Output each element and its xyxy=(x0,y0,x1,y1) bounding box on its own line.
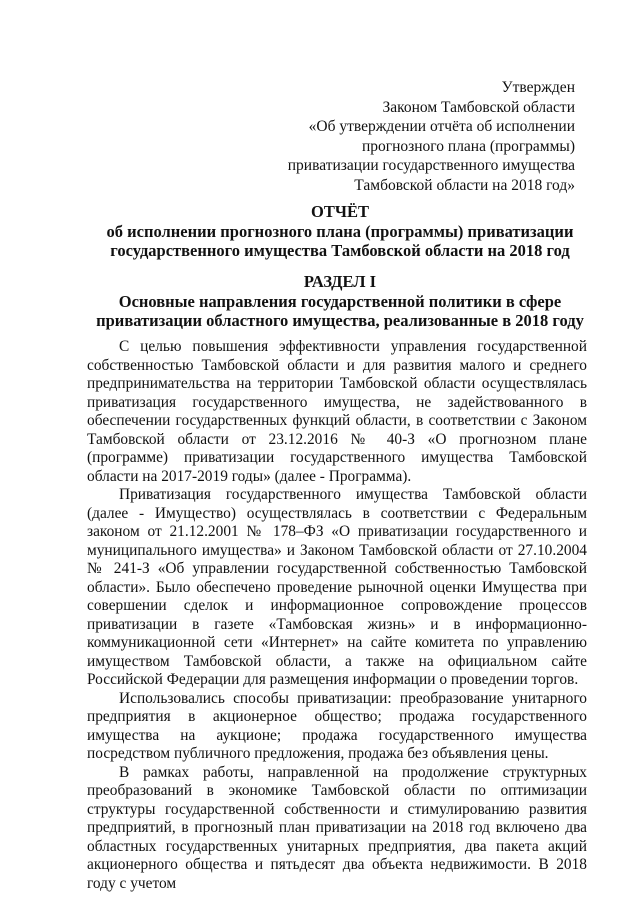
approval-block xyxy=(250,78,575,196)
approval-line: приватизации государственного имущества xyxy=(287,157,575,175)
paragraph: Использовались способы приватизации: преобразование унитарного предприятия в акционерное общество; продажа государственного имущества на аукционе; продажа государственного имущества посредством публичного предложения, продажа без объявления цены. xyxy=(87,689,587,762)
approval-line: Законом Тамбовской области xyxy=(382,98,575,116)
approval-line: Тамбовской области на 2018 год» xyxy=(354,176,575,194)
approval-line: «Об утверждении отчёта об исполнении xyxy=(308,118,575,136)
paragraph: С целью повышения эффективности управления государственной собственностью Тамбовской области и для развития малого и среднего предпринимательства на территории Тамбовской области осуществлялась приватизация государственного имущества, не задействованного в обеспечении государственных функций области, в соответствии с Законом Тамбовской области от 23.12.2016 № 40-З «О прогнозном плане (программе) приватизации государственного имущества Тамбовской области на 2017-2019 годы» (далее - Программа). xyxy=(87,338,587,485)
report-subtitle-line: государственного имущества Тамбовской области на 2018 год xyxy=(110,241,570,260)
body-text xyxy=(87,338,587,893)
paragraph: В рамках работы, направленной на продолжение структурных преобразований в экономике Тамбовской области по оптимизации структуры государственной собственности и стимулированию развития предприятий, в прогнозный план приватизации на 2018 год включено два областных государственных унитарных предприятия, два пакета акций акционерного общества и пятьдесят два объекта недвижимости. В 2018 году с учетом xyxy=(87,763,587,892)
report-subtitle-line: об исполнении прогнозного плана (программы) приватизации xyxy=(106,222,574,241)
section-heading: РАЗДЕЛ I xyxy=(303,272,377,291)
paragraph: Приватизация государственного имущества Тамбовской области (далее - Имущество) осуществлялась в соответствии с Федеральным законом от 21.12.2001 № 178–ФЗ «О приватизации государственного и муниципального имущества» и Законом Тамбовской области от 27.10.2004 № 241-З «Об управлении государственной собственностью Тамбовской области». Было обеспечено проведение рыночной оценки Имущества при совершении сделок и информационное сопровождение процессов приватизации в газете «Тамбовская жизнь» и в информационно-коммуникационной сети «Интернет» на сайте комитета по управлению имуществом Тамбовской области, а также на официальном сайте Российской Федерации для размещения информации о проведении торгов. xyxy=(87,486,587,688)
approval-line: Утвержден xyxy=(501,79,575,96)
section-title-line: приватизации областного имущества, реализованные в 2018 году xyxy=(96,311,584,330)
approval-line: прогнозного плана (программы) xyxy=(361,137,575,155)
section-title-line: Основные направления государственной политики в сфере xyxy=(118,292,562,311)
report-heading: ОТЧЁТ xyxy=(311,202,369,221)
